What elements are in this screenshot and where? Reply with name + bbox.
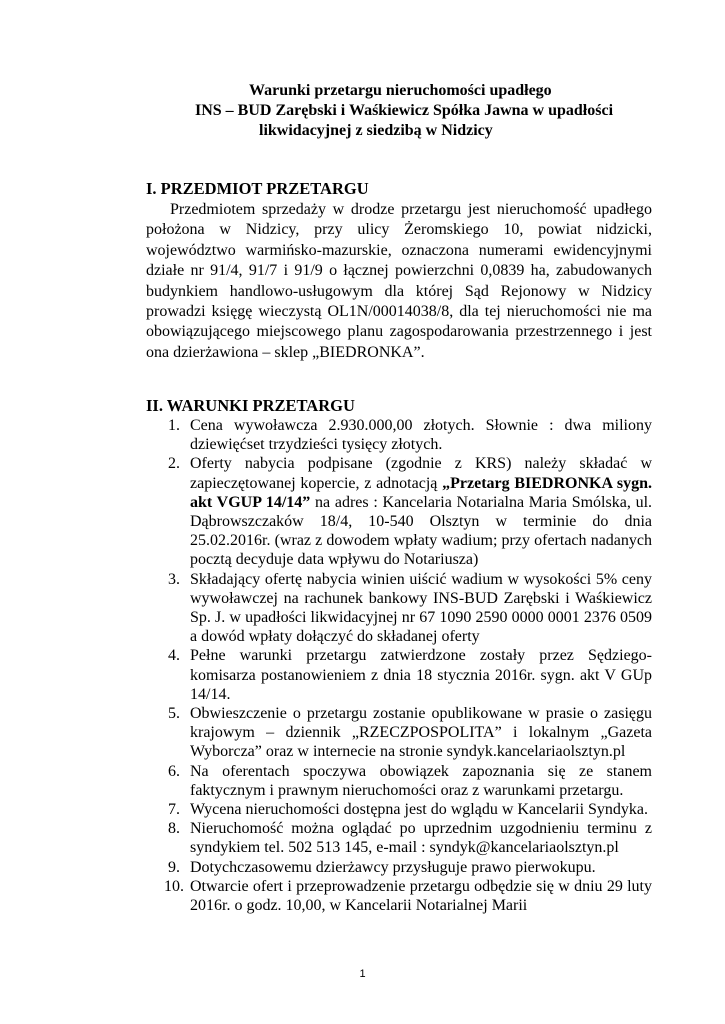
list-item <box>146 416 652 454</box>
list-item-text: Nieruchomość można oglądać po uprzednim uzgodnieniu terminu z syndykiem tel. 502 513 145, e-mail : syndyk@kancelariaolsztyn.pl <box>190 820 652 857</box>
list-item-text: Otwarcie ofert i przeprowadzenie przetargu odbędzie się w dniu 29 luty 2016r. o godz. 10,00, w Kancelarii Notarialnej Marii <box>190 877 652 915</box>
document-title <box>0 81 725 141</box>
list-item-number: 10. <box>164 877 184 895</box>
list-item-number: 3. <box>168 570 180 588</box>
list-item-number: 4. <box>168 647 180 665</box>
list-item-number: 9. <box>168 858 180 876</box>
list-item <box>146 877 652 915</box>
list-item <box>146 762 652 800</box>
list-item <box>146 858 652 877</box>
list-item <box>146 570 652 647</box>
title-line-1: Warunki przetargu nieruchomości upadłego <box>249 82 552 99</box>
list-item <box>146 646 652 704</box>
list-item-number: 5. <box>168 705 180 723</box>
section-1-text: Przedmiotem sprzedaży w drodze przetargu jest nieruchomość upadłego położona w Nidzicy, przy ulicy Żeromskiego 10, powiat nidzicki, województwo warmińsko-mazurskie, oznaczona numerami ewidencyjnymi działe nr 91/4, 91/7 i 91/9 o łącznej powierzchni 0,0839 ha, zabudowanych budynkiem handlowo-usługowym dla której Sąd Rejonowy w Nidzicy prowadzi księgę wieczystą OL1N/00014038/8, dla tej nieruchomości nie ma obowiązującego miejscowego planu zagospodarowania przestrzennego i jest ona dzierżawiona – sklep „BIEDRONKA”. <box>146 201 652 361</box>
list-item-text: Wycena nieruchomości dostępna jest do wglądu w Kancelarii Syndyka. <box>190 801 649 819</box>
list-item <box>146 704 652 762</box>
section-1-paragraph <box>146 200 652 363</box>
list-item-text: Na oferentach spoczywa obowiązek zapoznania się ze stanem faktycznym i prawnym nieruchomości oraz z warunkami przetargu. <box>190 762 652 799</box>
list-item-text: Składający ofertę nabycia winien uiścić wadium w wysokości 5% ceny wywoławczej na rachunek bankowy INS-BUD Zarębski i Waśkiewicz Sp. J. w upadłości likwidacyjnej nr 67 1090 2590 0000 0001 2376 0509 a dowód wpłaty dołączyć do składanej oferty <box>190 570 652 646</box>
conditions-list <box>146 416 652 915</box>
list-item-number: 8. <box>168 820 180 838</box>
list-item-number: 1. <box>168 417 180 434</box>
list-item <box>146 819 652 857</box>
list-item-number: 6. <box>168 762 180 780</box>
title-line-2: INS – BUD Zarębski i Waśkiewicz Spółka Jawna w upadłości <box>195 102 614 119</box>
list-item <box>146 800 652 819</box>
page-number: 1 <box>359 968 366 980</box>
list-item-text: Oferty nabycia podpisane (zgodnie z KRS) należy składać w zapieczętowanej kopercie, z adnotacją <box>190 455 652 492</box>
list-item-text: Dotychczasowemu dzierżawcy przysługuje prawo pierwokupu. <box>190 858 596 876</box>
list-item-text: na adres : Kancelaria Notarialna Maria Smólska, ul. Dąbrowszczaków 18/4, 10-540 Olsztyn w terminie do dnia 25.02.2016r. (wraz z dowodem wpłaty wadium; przy ofertach nadanych pocztą decyduje data wpływu do Notariusza) <box>190 493 653 569</box>
section-1-heading: I. PRZEDMIOT PRZETARGU <box>146 179 369 198</box>
list-item-text: Obwieszczenie o przetargu zostanie opublikowane w prasie o zasięgu krajowym – dziennik „RZECZPOSPOLITA” i lokalnym „Gazeta Wyborcza” oraz w internecie na stronie syndyk.kancelariaolsztyn.pl <box>190 705 652 761</box>
list-item-text: Pełne warunki przetargu zatwierdzone zostały przez Sędziego-komisarza postanowieniem z dnia 18 stycznia 2016r. sygn. akt V GUp 14/14. <box>190 647 652 703</box>
list-item-text: Cena wywoławcza 2.930.000,00 złotych. Słownie : dwa miliony dziewięćset trzydzieści tysięcy złotych. <box>190 417 652 454</box>
list-item-bold-text: „Przetarg BIEDRONKA sygn. akt VGUP 14/14” <box>190 474 652 511</box>
list-item-number: 7. <box>168 801 180 819</box>
title-line-3: likwidacyjnej z siedzibą w Nidzicy <box>259 122 493 139</box>
list-item-number: 2. <box>168 455 180 473</box>
section-2-heading: II. WARUNKI PRZETARGU <box>146 396 355 415</box>
list-item <box>146 454 652 569</box>
